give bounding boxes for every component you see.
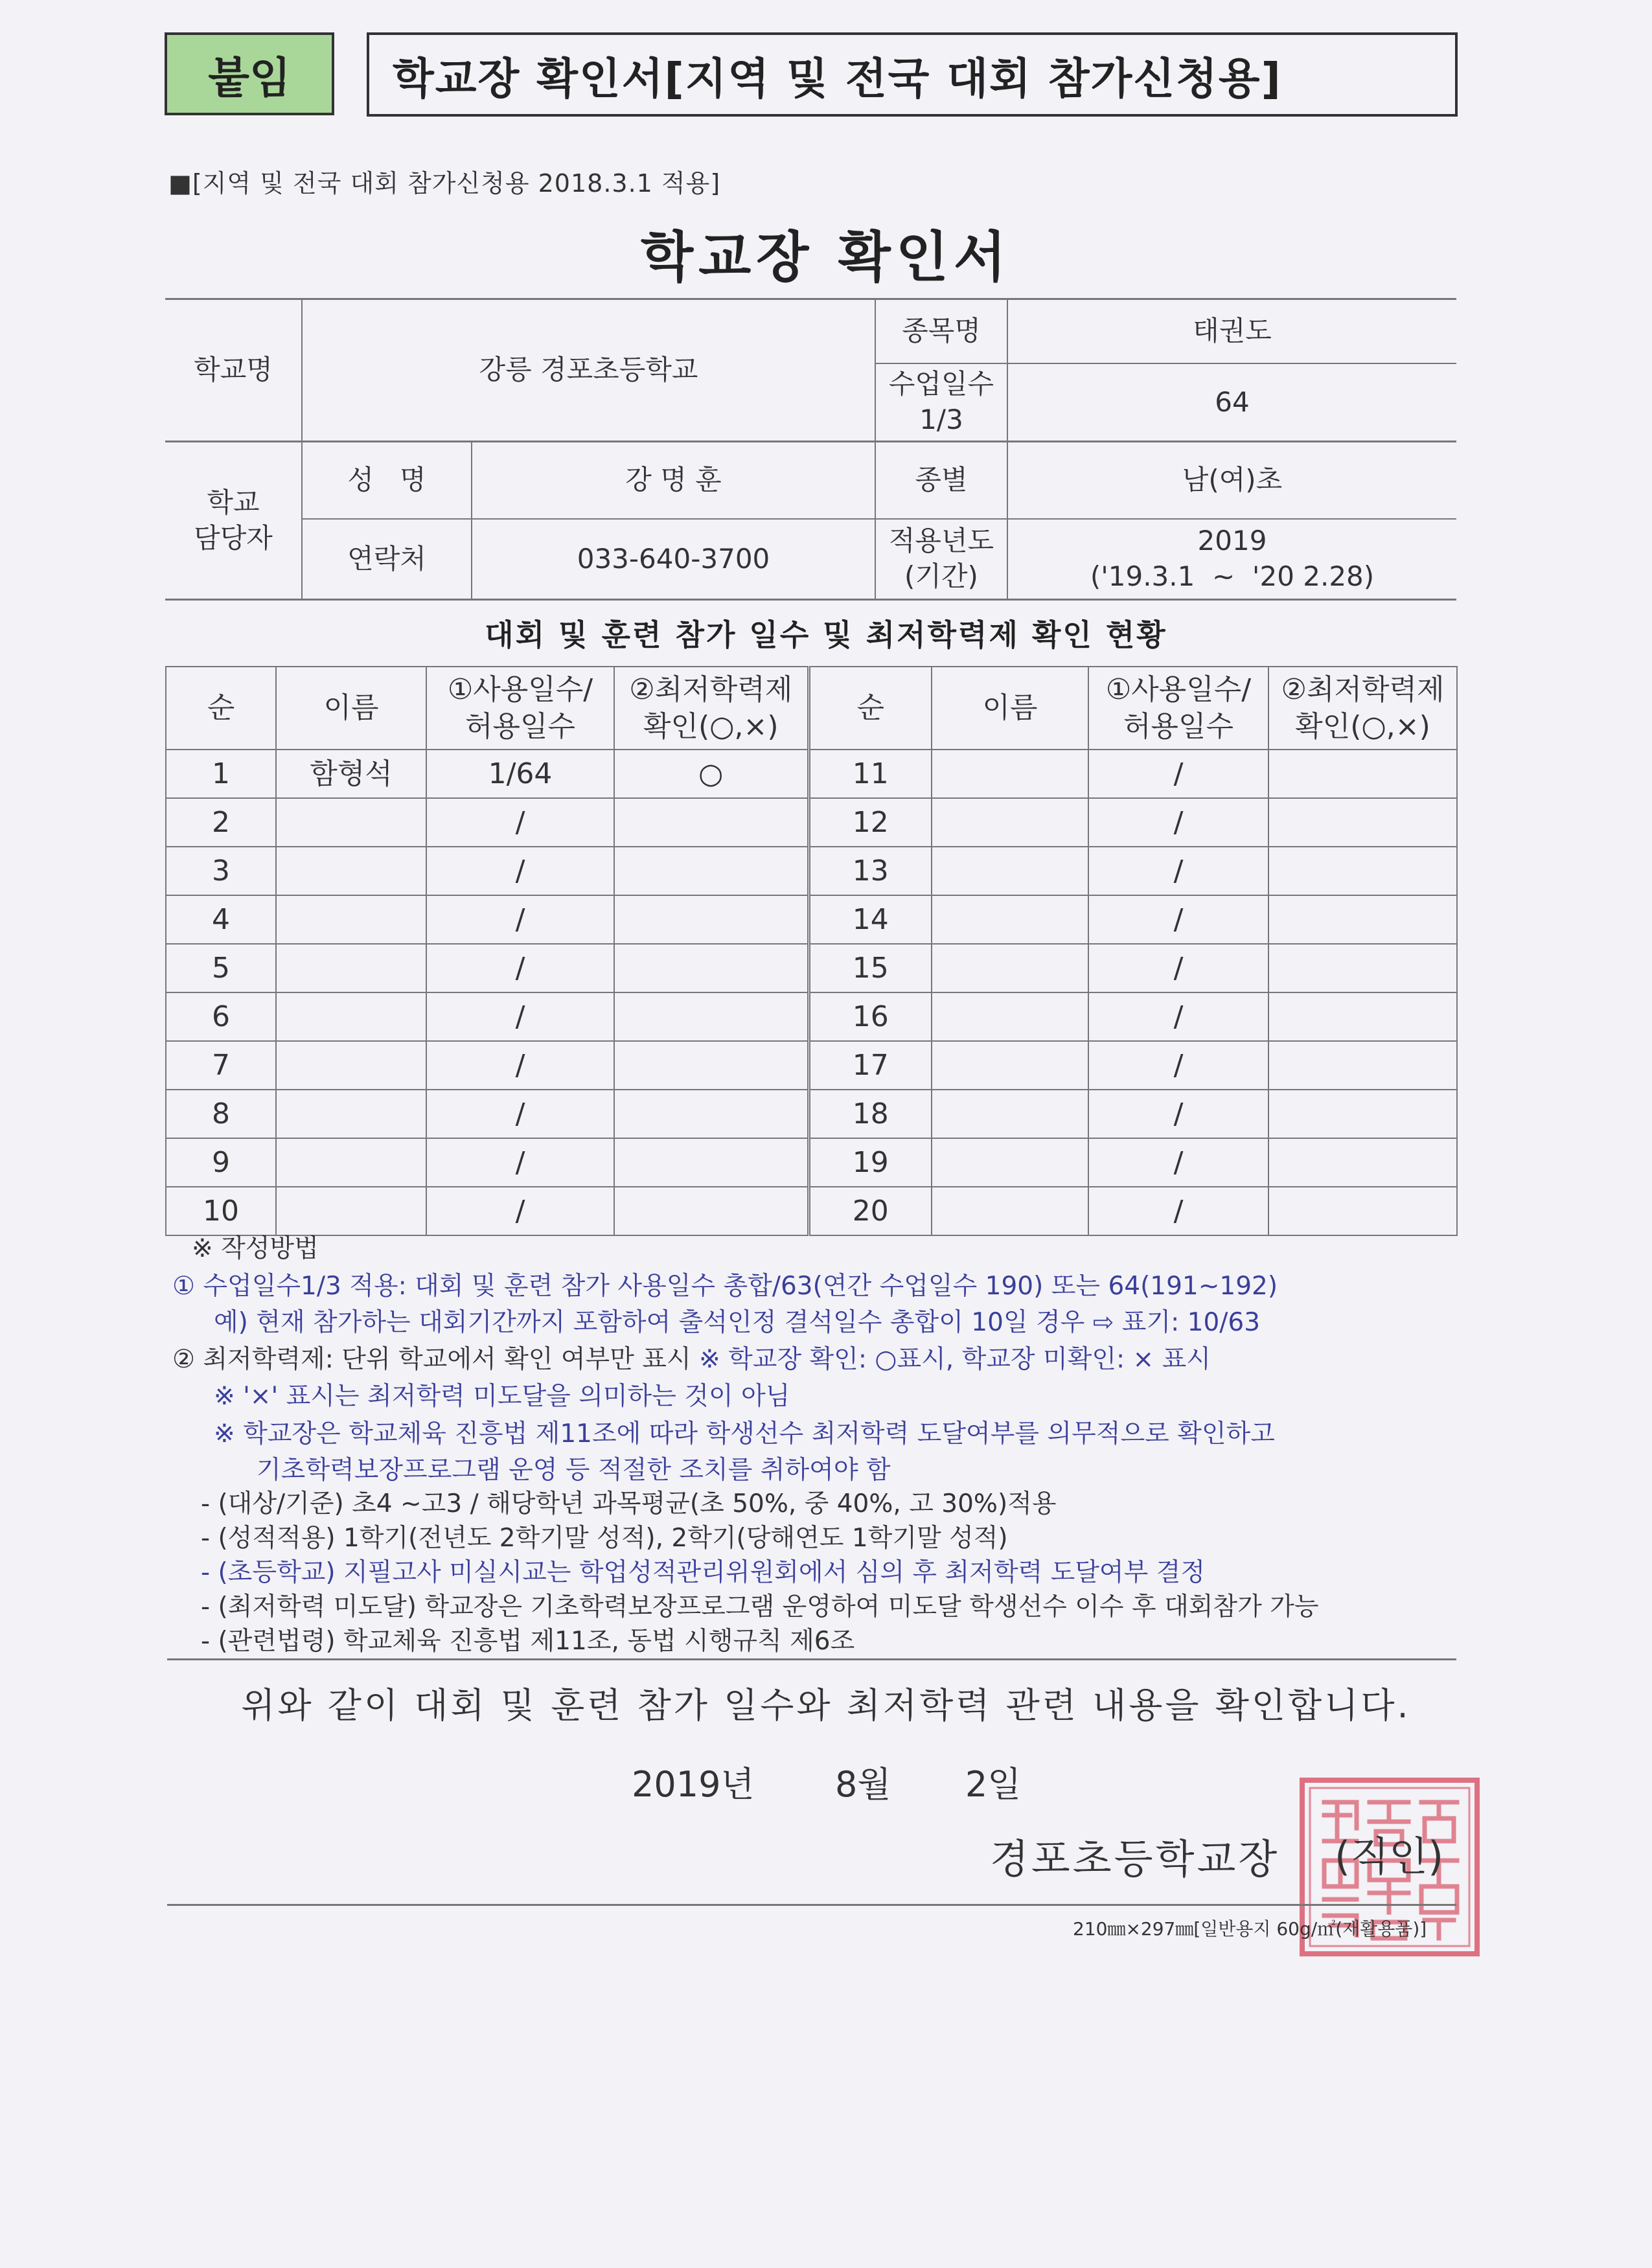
row-check xyxy=(1268,1090,1457,1138)
header-check-line1: ②최저학력제 xyxy=(1281,672,1445,706)
notes-rule xyxy=(167,1658,1456,1660)
table-row xyxy=(166,798,1457,847)
row-check xyxy=(614,798,809,847)
header-days-line2: 허용일수 xyxy=(1123,710,1233,743)
note-4b: 기초학력보장프로그램 운영 등 적절한 조치를 취하여야 함 xyxy=(257,1456,891,1485)
category-value: 남(여)초 xyxy=(1182,464,1283,496)
manager-label-line2: 담당자 xyxy=(194,521,273,554)
table-row xyxy=(166,895,1457,944)
info-rule xyxy=(165,599,1456,601)
row-days: / xyxy=(426,895,614,944)
row-days: / xyxy=(426,944,614,992)
row-check xyxy=(1268,895,1457,944)
row-name xyxy=(276,847,426,895)
row-days: 1/64 xyxy=(426,750,614,798)
year-value xyxy=(1008,520,1456,599)
category-label: 종별 xyxy=(915,464,968,496)
row-no: 8 xyxy=(166,1090,276,1138)
row-no: 14 xyxy=(809,895,932,944)
header-days xyxy=(426,667,614,750)
row-days: / xyxy=(426,1090,614,1138)
header-no: 순 xyxy=(809,667,932,750)
row-days: / xyxy=(426,798,614,847)
form-note: ■[지역 및 전국 대회 참가신청용 2018.3.1 적용] xyxy=(168,169,721,198)
row-name xyxy=(932,798,1088,847)
row-check xyxy=(614,1187,809,1235)
row-name xyxy=(932,1041,1088,1090)
row-no: 9 xyxy=(166,1138,276,1187)
header-no: 순 xyxy=(166,667,276,750)
header-name: 이름 xyxy=(932,667,1088,750)
row-check xyxy=(614,1090,809,1138)
table-row xyxy=(166,1187,1457,1235)
row-days: / xyxy=(1088,798,1268,847)
class-days-label-line1: 수업일수 xyxy=(888,368,994,400)
row-name xyxy=(276,798,426,847)
row-name xyxy=(932,895,1088,944)
year-value-year: 2019 xyxy=(1197,525,1267,557)
note-1a: ① 수업일수1/3 적용: 대회 및 훈련 참가 사용일수 총합/63(연간 수업일수 190) 또는 64(191~192) xyxy=(172,1272,1278,1301)
row-days: / xyxy=(1088,895,1268,944)
row-name xyxy=(932,847,1088,895)
year-label-line2: (기간) xyxy=(904,560,978,592)
participation-table xyxy=(165,666,1458,1236)
date-day: 2일 xyxy=(965,1764,1022,1805)
date-month: 8월 xyxy=(834,1764,891,1805)
row-no: 18 xyxy=(809,1090,932,1138)
class-days-label-line2: 1/3 xyxy=(919,404,963,435)
row-no: 4 xyxy=(166,895,276,944)
attachment-badge: 붙임 xyxy=(165,32,334,115)
row-check xyxy=(1268,750,1457,798)
note-2-suffix: ※ 학교장 확인: ○표시, 학교장 미확인: × 표시 xyxy=(699,1345,1211,1374)
row-days: / xyxy=(1088,750,1268,798)
table-row xyxy=(166,750,1457,798)
row-days: / xyxy=(1088,1090,1268,1138)
seal-label: (직인) xyxy=(1335,1833,1444,1880)
note-3: ※ '×' 표시는 최저학력 미도달을 의미하는 것이 아님 xyxy=(214,1382,790,1411)
class-days-value: 64 xyxy=(1215,385,1250,418)
row-name xyxy=(932,1138,1088,1187)
school-name-value: 강릉 경포초등학교 xyxy=(479,354,698,386)
row-name xyxy=(276,1090,426,1138)
table-header-row xyxy=(166,667,1457,750)
row-check xyxy=(1268,1138,1457,1187)
row-no: 11 xyxy=(809,750,932,798)
header-check xyxy=(614,667,809,750)
table-row xyxy=(166,1138,1457,1187)
row-name xyxy=(276,895,426,944)
row-check xyxy=(614,895,809,944)
detail-5: - (관련법령) 학교체육 진흥법 제11조, 동법 시행규칙 제6조 xyxy=(201,1627,855,1656)
detail-3: - (초등학교) 지필고사 미실시교는 학업성적관리위원회에서 심의 후 최저학력 도달여부 결정 xyxy=(201,1558,1206,1587)
header-days-line2: 허용일수 xyxy=(465,710,575,743)
row-check xyxy=(614,1041,809,1090)
contact-value: 033-640-3700 xyxy=(577,542,770,575)
row-name xyxy=(932,1187,1088,1235)
row-name xyxy=(932,944,1088,992)
school-name-label: 학교명 xyxy=(194,354,273,386)
row-no: 20 xyxy=(809,1187,932,1235)
event-label: 종목명 xyxy=(902,315,981,347)
row-no: 16 xyxy=(809,992,932,1041)
row-check xyxy=(614,847,809,895)
row-no: 15 xyxy=(809,944,932,992)
row-check xyxy=(1268,1187,1457,1235)
row-name xyxy=(932,992,1088,1041)
table-row xyxy=(166,992,1457,1041)
row-days: / xyxy=(1088,1138,1268,1187)
header-days xyxy=(1088,667,1268,750)
document-title: 학교장 확인서 xyxy=(640,225,1012,289)
header-days-line1: ①사용일수/ xyxy=(447,672,593,706)
row-no: 17 xyxy=(809,1041,932,1090)
table-row xyxy=(166,847,1457,895)
manager-label xyxy=(165,442,301,599)
manager-name-value: 강 명 훈 xyxy=(625,464,722,496)
row-name xyxy=(932,750,1088,798)
detail-1: - (대상/기준) 초4 ~고3 / 해당학년 과목평균(초 50%, 중 40%, 고 30%)적용 xyxy=(201,1489,1057,1518)
year-label xyxy=(876,520,1007,599)
row-no: 7 xyxy=(166,1041,276,1090)
row-name xyxy=(932,1090,1088,1138)
row-days: / xyxy=(426,847,614,895)
row-no: 19 xyxy=(809,1138,932,1187)
principal-name: 경포초등학교장 xyxy=(990,1835,1280,1883)
row-name xyxy=(276,1138,426,1187)
detail-2: - (성적적용) 1학기(전년도 2학기말 성적), 2학기(당해연도 1학기말 성적) xyxy=(201,1524,1008,1553)
row-days: / xyxy=(1088,944,1268,992)
table-row xyxy=(166,944,1457,992)
note-4a: ※ 학교장은 학교체육 진흥법 제11조에 따라 학생선수 최저학력 도달여부를 의무적으로 확인하고 xyxy=(214,1419,1275,1449)
row-check xyxy=(1268,847,1457,895)
notes-heading: ※ 작성방법 xyxy=(192,1234,319,1263)
row-days: / xyxy=(1088,847,1268,895)
row-name xyxy=(276,944,426,992)
header-check xyxy=(1268,667,1457,750)
row-check xyxy=(1268,1041,1457,1090)
date-year: 2019년 xyxy=(632,1764,755,1805)
detail-4: - (최저학력 미도달) 학교장은 기초학력보장프로그램 운영하여 미도달 학생선수 이수 후 대회참가 가능 xyxy=(201,1592,1319,1621)
header-check-line1: ②최저학력제 xyxy=(629,672,793,706)
row-check xyxy=(1268,992,1457,1041)
row-days: / xyxy=(426,1041,614,1090)
note-1b: 예) 현재 참가하는 대회기간까지 포함하여 출석인정 결석일수 총합이 10일 경우 ⇨ 표기: 10/63 xyxy=(214,1308,1261,1337)
row-no: 2 xyxy=(166,798,276,847)
section-title: 대회 및 훈련 참가 일수 및 최저학력제 확인 현황 xyxy=(485,617,1167,652)
name-label: 성 명 xyxy=(347,464,426,496)
header-days-line1: ①사용일수/ xyxy=(1105,672,1252,706)
row-days: / xyxy=(426,1187,614,1235)
header-check-line2: 확인(○,×) xyxy=(1295,710,1430,743)
row-no: 5 xyxy=(166,944,276,992)
row-no: 3 xyxy=(166,847,276,895)
table-row xyxy=(166,1090,1457,1138)
row-no: 10 xyxy=(166,1187,276,1235)
row-days: / xyxy=(1088,1041,1268,1090)
year-label-line1: 적용년도 xyxy=(888,525,994,557)
row-name: 함형석 xyxy=(276,750,426,798)
note-2 xyxy=(172,1339,1211,1375)
row-no: 13 xyxy=(809,847,932,895)
bottom-rule xyxy=(167,1904,1456,1906)
paper-spec: 210㎜×297㎜[일반용지 60g/㎡(재활용품)] xyxy=(1073,1918,1427,1940)
row-check xyxy=(614,992,809,1041)
note-2-prefix: ② 최저학력제: 단위 학교에서 확인 여부만 표시 xyxy=(172,1345,700,1374)
table-row xyxy=(166,1041,1457,1090)
row-name xyxy=(276,1041,426,1090)
confirmation-text: 위와 같이 대회 및 훈련 참가 일수와 최저학력 관련 내용을 확인합니다. xyxy=(241,1685,1411,1726)
row-check xyxy=(614,1138,809,1187)
row-check xyxy=(1268,944,1457,992)
issue-date xyxy=(632,1757,1021,1807)
row-no: 1 xyxy=(166,750,276,798)
row-name xyxy=(276,992,426,1041)
row-days: / xyxy=(426,992,614,1041)
contact-label: 연락처 xyxy=(347,542,426,575)
year-value-period: ('19.3.1 ~ '20 2.28) xyxy=(1090,560,1375,592)
row-days: / xyxy=(1088,1187,1268,1235)
header-check-line2: 확인(○,×) xyxy=(643,710,779,743)
manager-label-line1: 학교 xyxy=(207,486,260,518)
row-no: 6 xyxy=(166,992,276,1041)
header-name: 이름 xyxy=(276,667,426,750)
row-days: / xyxy=(426,1138,614,1187)
row-check xyxy=(1268,798,1457,847)
row-no: 12 xyxy=(809,798,932,847)
header-title: 학교장 확인서[지역 및 전국 대회 참가신청용] xyxy=(367,32,1458,117)
event-value: 태권도 xyxy=(1193,315,1272,347)
class-days-label xyxy=(876,364,1007,441)
row-check: ○ xyxy=(614,750,809,798)
row-days: / xyxy=(1088,992,1268,1041)
row-check xyxy=(614,944,809,992)
